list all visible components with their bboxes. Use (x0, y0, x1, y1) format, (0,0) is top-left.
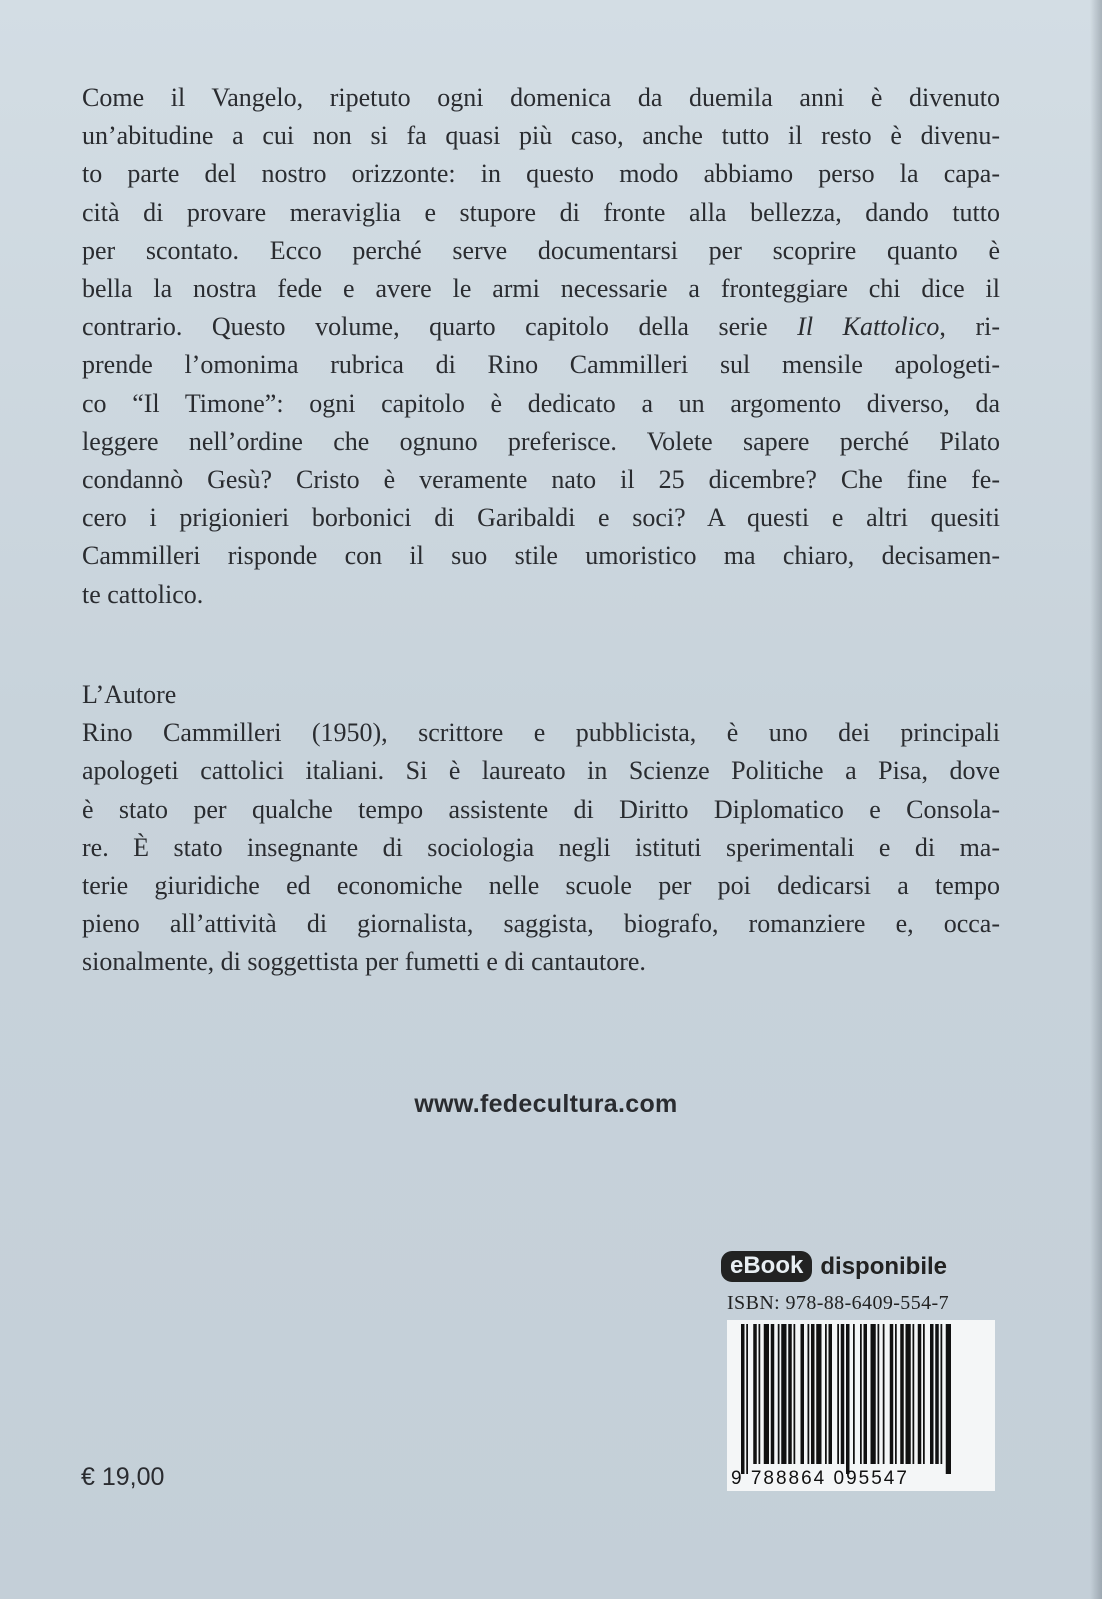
barcode-bar (753, 1324, 757, 1464)
author-line: è stato per qualche tempo assistente di Diritto Diplomatico e Consola- (82, 794, 1000, 824)
barcode-bar (759, 1324, 761, 1464)
barcode-bar (801, 1324, 805, 1464)
ebook-label: disponibile (820, 1252, 948, 1280)
barcode-bar (771, 1324, 775, 1464)
barcode-bar (900, 1324, 904, 1464)
barcode-bar (930, 1324, 934, 1464)
barcode-bars (727, 1320, 995, 1491)
isbn-text: ISBN: 978-88-6409-554-7 (727, 1292, 949, 1314)
barcode-bar (941, 1324, 943, 1464)
blurb-line: un’abitudine a cui non si fa quasi più caso, anche tutto il resto è divenu- (82, 121, 1000, 151)
barcode-bar (841, 1324, 845, 1464)
barcode-bar (778, 1324, 780, 1464)
blurb-line: Come il Vangelo, ripetuto ogni domenica da duemila anni è divenuto (82, 83, 1000, 112)
blurb-line: bella la nostra fede e avere le armi necessarie a fronteggiare chi dice il (82, 274, 1000, 304)
barcode (727, 1320, 995, 1491)
blurb-line: per scontato. Ecco perché serve documentarsi per scoprire quanto è (82, 235, 1000, 265)
barcode-bar (878, 1324, 880, 1464)
barcode-bar (846, 1324, 850, 1474)
barcode-bar (864, 1324, 868, 1464)
author-line: sionalmente, di soggettista per fumetti e di cantautore. (82, 947, 646, 977)
blurb-line: prende l’omonima rubrica di Rino Cammilleri sul mensile apologeti- (82, 350, 1000, 380)
series-suffix: , ri- (939, 312, 1000, 342)
blurb-line: to parte del nostro orizzonte: in questo modo abbiamo perso la capa- (82, 159, 1000, 189)
barcode-bar (860, 1324, 862, 1464)
barcode-bar (837, 1324, 839, 1464)
barcode-bar (746, 1324, 748, 1474)
barcode-bar (923, 1324, 925, 1464)
price: € 19,00 (81, 1463, 165, 1491)
barcode-bar (853, 1324, 855, 1464)
author-line: pieno all’attività di giornalista, saggista, biografo, romanziere e, occa- (82, 909, 1000, 939)
blurb-line: te cattolico. (82, 579, 204, 609)
author-heading: L’Autore (82, 680, 177, 709)
barcode-bar (883, 1324, 885, 1464)
blurb-line: Cammilleri risponde con il suo stile umoristico ma chiaro, decisamen- (82, 541, 1000, 571)
barcode-bar (816, 1324, 821, 1464)
blurb-line-series-text: contrario. Questo volume, quarto capitolo della serie (82, 312, 768, 342)
author-line: terie giuridiche ed economiche nelle scuole per poi dedicarsi a tempo (82, 871, 1000, 901)
blurb-text (82, 79, 1000, 614)
barcode-bar (946, 1324, 951, 1474)
blurb-line: co “Il Timone”: ogni capitolo è dedicato a un argomento diverso, da (82, 388, 1000, 418)
author-line: Rino Cammilleri (1950), scrittore e pubblicista, è uno dei principali (82, 718, 1000, 748)
author-section (82, 676, 1000, 982)
ebook-badge: eBook (721, 1251, 812, 1282)
barcode-bar (935, 1324, 939, 1464)
barcode-bar (741, 1324, 745, 1474)
blurb-line: leggere nell’ordine che ognuno preferisce. Volete sapere perché Pilato (82, 426, 1000, 456)
barcode-bar (918, 1324, 922, 1464)
blurb-line: cità di provare meraviglia e stupore di fronte alla bellezza, dando tutto (82, 197, 1000, 227)
barcode-bar (781, 1324, 786, 1464)
barcode-bar (825, 1324, 827, 1464)
barcode-bar (906, 1324, 911, 1464)
barcode-bar (811, 1324, 815, 1464)
barcode-bar (829, 1324, 833, 1464)
barcode-bar (890, 1324, 894, 1464)
author-line: apologeti cattolici italiani. Si è laureato in Scienze Politiche a Pisa, dove (82, 756, 1000, 786)
barcode-digits: 9 788864 095547 (731, 1468, 909, 1489)
barcode-bar (794, 1324, 796, 1464)
barcode-bar (788, 1324, 792, 1464)
blurb-line: condannò Gesù? Cristo è veramente nato il 25 dicembre? Che fine fe- (82, 465, 1000, 495)
author-line: re. È stato insegnante di sociologia negli istituti sperimentali e di ma- (82, 832, 1000, 862)
barcode-bar (871, 1324, 876, 1464)
blurb-line: cero i prigionieri borbonici di Garibaldi e soci? A questi e altri quesiti (82, 503, 1000, 533)
barcode-bar (895, 1324, 897, 1464)
website-url: www.fedecultura.com (414, 1090, 678, 1118)
barcode-bar (913, 1324, 915, 1464)
series-title: Il Kattolico (797, 312, 940, 342)
barcode-bar (764, 1324, 769, 1464)
barcode-bar (808, 1324, 810, 1464)
blurb-line-series (82, 308, 1000, 346)
ebook-availability (721, 1251, 947, 1282)
